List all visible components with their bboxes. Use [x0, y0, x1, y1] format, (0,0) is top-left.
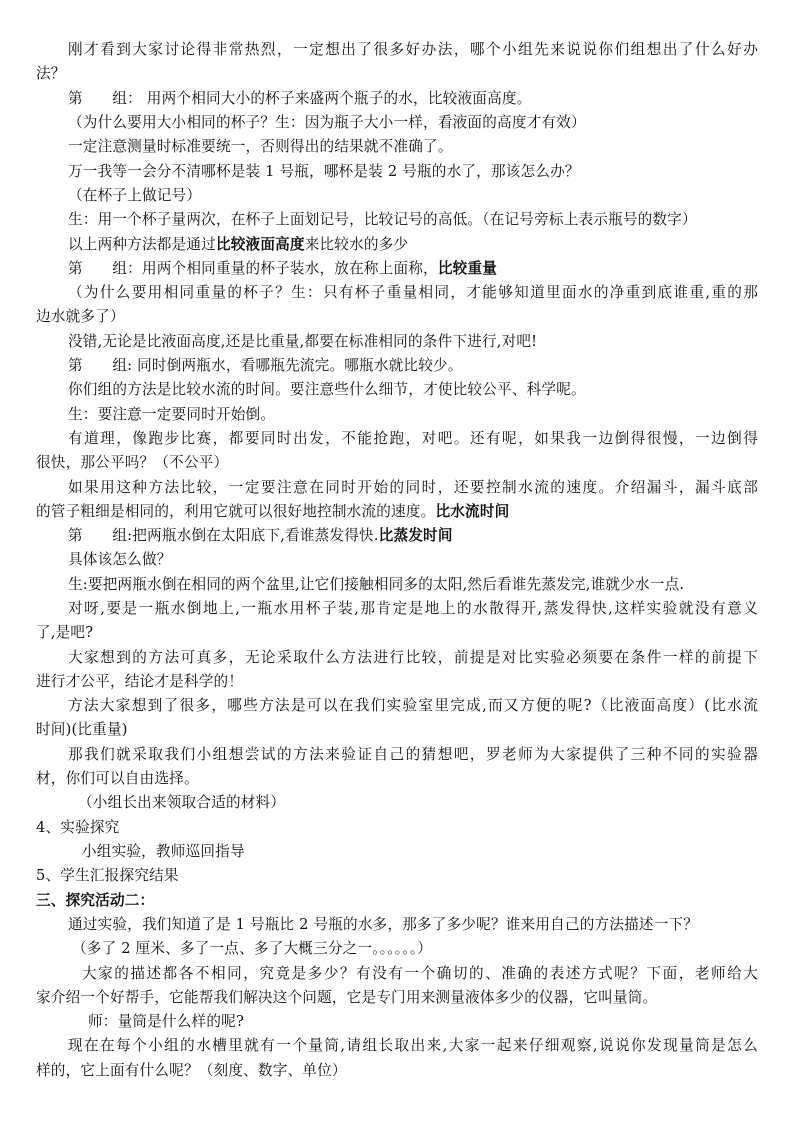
paragraph-line	[36, 502, 509, 522]
paragraph-line: 师：量筒是什么样的呢?	[88, 1013, 244, 1030]
paragraph-line: 小组实验，教师巡回指导	[82, 843, 245, 860]
bold-keyword: 比蒸发时间	[378, 527, 453, 544]
paragraph-line: 大家的描述都各不相同，究竟是多少？有没有一个确切的、准确的表述方式呢？下面，老师给大	[82, 965, 758, 982]
paragraph-line: 具体该怎么做？	[68, 551, 172, 568]
paragraph-line: （小组长出来领取合适的材料）	[78, 794, 286, 811]
paragraph-line: 很快，那公平吗？（不公平）	[36, 454, 229, 471]
section-heading: 4、实验探究	[36, 819, 120, 836]
paragraph-line: 进行才公平，结论才是科学的！	[36, 673, 244, 690]
paragraph-line: 生:要把两瓶水倒在相同的两个盆里,让它们接触相同多的太阳,然后看谁先蒸发完,谁就少水一点.	[68, 576, 685, 593]
paragraph-line: 第 组： 用两个相同大小的杯子来盛两个瓶子的水，比较液面高度。	[68, 90, 532, 107]
bold-keyword: 比水流时间	[435, 503, 510, 520]
paragraph-line: 边水就多了）	[36, 308, 125, 325]
paragraph-line: 了,是吧?	[36, 624, 94, 641]
paragraph-line: 没错,无论是比液面高度,还是比重量,都要在标准相同的条件下进行,对吧!	[68, 333, 538, 350]
paragraph-line: 方法大家想到了很多，哪些方法是可以在我们实验室里完成,而又方便的呢?（比液面高度）(比水流	[68, 697, 758, 714]
paragraph-line: 家介绍一个好帮手，它能帮我们解决这个问题，它是专门用来测量液体多少的仪器，它叫量筒。	[36, 989, 658, 1006]
text-span: 的管子粗细是相同的，利用它就可以很好地控制水流的速度。	[36, 503, 436, 520]
paragraph-line: 如果用这种方法比较，一定要注意在同时开始的同时，还要控制水流的速度。介绍漏斗，漏斗底部	[68, 479, 758, 496]
paragraph-line: 刚才看到大家讨论得非常热烈，一定想出了很多好办法，哪个小组先来说说你们组想出了什么好办	[68, 41, 758, 58]
paragraph-line: 生：要注意一定要同时开始倒。	[68, 406, 276, 423]
paragraph-line: 法？	[36, 65, 66, 82]
paragraph-line: 时间)(比重量)	[36, 721, 128, 738]
section-heading: 三、探究活动二：	[36, 892, 155, 909]
paragraph-line: 对呀,要是一瓶水倒地上,一瓶水用杯子装,那肯定是地上的水散得开,蒸发得快,这样实验就没有意义	[68, 600, 758, 617]
section-heading: 5、学生汇报探究结果	[36, 867, 179, 884]
paragraph-line: 那我们就采取我们小组想尝试的方法来验证自己的猜想吧，罗老师为大家提供了三种不同的实验器	[68, 746, 758, 763]
paragraph-line: （多了 2 厘米、多了一点、多了大概三分之一。。。。。。）	[72, 940, 433, 957]
text-span: 以上两种方法都是通过	[68, 236, 216, 253]
paragraph-line: 现在在每个小组的水槽里就有一个量筒,请组长取出来,大家一起来仔细观察,说说你发现量筒是怎么	[68, 1037, 758, 1054]
text-span: 来比较水的多少	[304, 236, 409, 253]
bold-keyword: 比较重量	[437, 260, 498, 277]
text-span: 第 组:把两瓶水倒在太阳底下,看谁蒸发得快.	[68, 527, 379, 544]
text-span: 第 组：用两个相同重量的杯子装水，放在称上面称，	[68, 260, 438, 277]
paragraph-line: 你们组的方法是比较水流的时间。要注意些什么细节，才使比较公平、科学呢。	[68, 381, 586, 398]
paragraph-line	[68, 259, 497, 279]
paragraph-line	[68, 235, 408, 255]
paragraph-line: 第 组: 同时倒两瓶水，看哪瓶先流完。哪瓶水就比较少。	[68, 357, 463, 374]
paragraph-line: （为什么要用大小相同的杯子？生：因为瓶子大小一样，看液面的高度才有效）	[68, 114, 586, 131]
paragraph-line: 样的，它上面有什么呢？（刻度、数字、单位）	[36, 1062, 347, 1079]
paragraph-line: 大家想到的方法可真多，无论采取什么方法进行比较，前提是对比实验必须要在条件一样的前提下	[68, 649, 758, 666]
paragraph-line: （为什么要用相同重量的杯子？生：只有杯子重量相同，才能够知道里面水的净重到底谁重,重的那	[68, 284, 758, 301]
paragraph-line	[68, 526, 453, 546]
paragraph-line: 一定注意测量时标准要统一，否则得出的结果就不准确了。	[68, 138, 453, 155]
paragraph-line: 万一我等一会分不清哪杯是装 1 号瓶，哪杯是装 2 号瓶的水了，那该怎么办？	[68, 163, 580, 180]
paragraph-line: 有道理，像跑步比赛，都要同时出发，不能抢跑，对吧。还有呢，如果我一边倒得很慢，一边倒得	[68, 430, 758, 447]
bold-keyword: 比较液面高度	[215, 236, 305, 253]
paragraph-line: （在杯子上做记号）	[68, 187, 202, 204]
paragraph-line: 通过实验，我们知道了是 1 号瓶比 2 号瓶的水多，那多了多少呢？谁来用自己的方法描述一下？	[68, 916, 699, 933]
paragraph-line: 材，你们可以自由选择。	[36, 770, 199, 787]
paragraph-line: 生：用一个杯子量两次，在杯子上面划记号，比较记号的高低。（在记号旁标上表示瓶号的数字）	[68, 211, 697, 228]
